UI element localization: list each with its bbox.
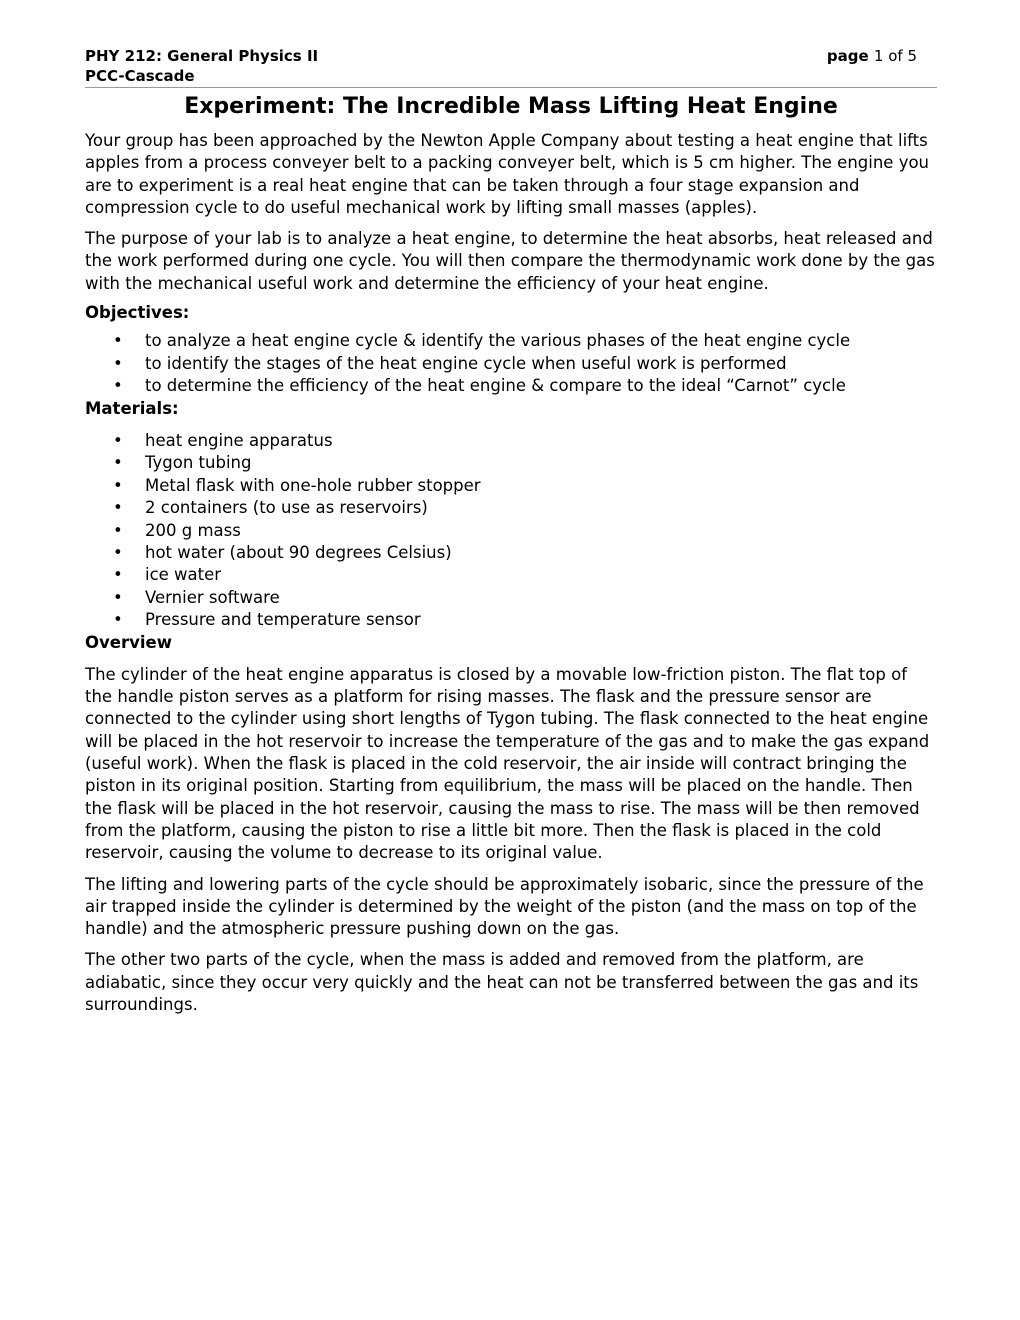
bullet-icon: • [113,565,123,585]
document-title: Experiment: The Incredible Mass Lifting Heat Engine [184,94,838,119]
page-header [85,46,937,66]
intro-paragraph-2: The purpose of your lab is to analyze a heat engine, to determine the heat absorbs, heat released and the work performed during one cycle. You will then compare the thermodynamic work done by the gas with the mechanical useful work and determine the efficiency of your heat engine. [85,229,935,293]
list-item: • Tygon tubing [85,452,937,474]
materials-heading: Materials: [85,398,179,418]
list-item: • ice water [85,564,937,586]
bullet-icon: • [113,453,123,473]
bullet-icon: • [113,353,123,373]
list-item: • 2 containers (to use as reservoirs) [85,497,937,519]
list-item: • to analyze a heat engine cycle & identify the various phases of the heat engine cycle [85,330,937,352]
page-number: 1 of 5 [873,47,917,65]
overview-paragraph-1: The cylinder of the heat engine apparatus is closed by a movable low-friction piston. The flat top of the handle piston serves as a platform for rising masses. The flask and the pressure sensor are connected to the cylinder using short lengths of Tygon tubing. The flask connected to the heat engine will be placed in the hot reservoir to increase the temperature of the gas and to make the gas expand (useful work). When the flask is placed in the cold reservoir, the air inside will contract bringing the piston in its original position. Starting from equilibrium, the mass will be placed on the handle. Then the flask will be placed in the hot reservoir, causing the mass to rise. The mass will be then removed from the platform, causing the piston to rise a little bit more. Then the flask is placed in the cold reservoir, causing the volume to decrease to its original value. [85,664,930,863]
institution-name: PCC-Cascade [85,66,937,88]
list-item: • heat engine apparatus [85,430,937,452]
objectives-heading: Objectives: [85,303,190,323]
bullet-icon: • [113,520,123,540]
list-item: • to determine the efficiency of the heat engine & compare to the ideal “Carnot” cycle [85,375,937,397]
bullet-icon: • [113,376,123,396]
list-item: • Pressure and temperature sensor [85,609,937,631]
overview-heading: Overview [85,632,172,652]
page-indicator [827,46,917,66]
bullet-icon: • [113,475,123,495]
overview-paragraph-3: The other two parts of the cycle, when the mass is added and removed from the platform, are adiabatic, since they occur very quickly and the heat can not be transferred between the gas and its surroundings. [85,950,919,1014]
list-item: • 200 g mass [85,520,937,542]
materials-list [85,430,937,632]
list-item: • to identify the stages of the heat engine cycle when useful work is performed [85,353,937,375]
list-item: • Vernier software [85,587,937,609]
list-item: • hot water (about 90 degrees Celsius) [85,542,937,564]
list-item: • Metal flask with one-hole rubber stopper [85,475,937,497]
page-label: page [826,47,869,65]
objectives-list [85,330,937,397]
intro-paragraph-1: Your group has been approached by the Newton Apple Company about testing a heat engine that lifts apples from a process conveyer belt to a packing conveyer belt, which is 5 cm higher. The engine you are to experiment is a real heat engine that can be taken through a four stage expansion and compression cycle to do useful mechanical work by lifting small masses (apples). [85,131,930,217]
bullet-icon: • [113,610,123,630]
bullet-icon: • [113,430,123,450]
bullet-icon: • [113,498,123,518]
document-page [85,46,937,1025]
overview-paragraph-2: The lifting and lowering parts of the cycle should be approximately isobaric, since the pressure of the air trapped inside the cylinder is determined by the weight of the piston (and the mass on top of the handle) and the atmospheric pressure pushing down on the gas. [85,874,924,939]
bullet-icon: • [113,331,123,351]
bullet-icon: • [113,587,123,607]
bullet-icon: • [113,542,123,562]
course-title: PHY 212: General Physics II [85,47,319,65]
